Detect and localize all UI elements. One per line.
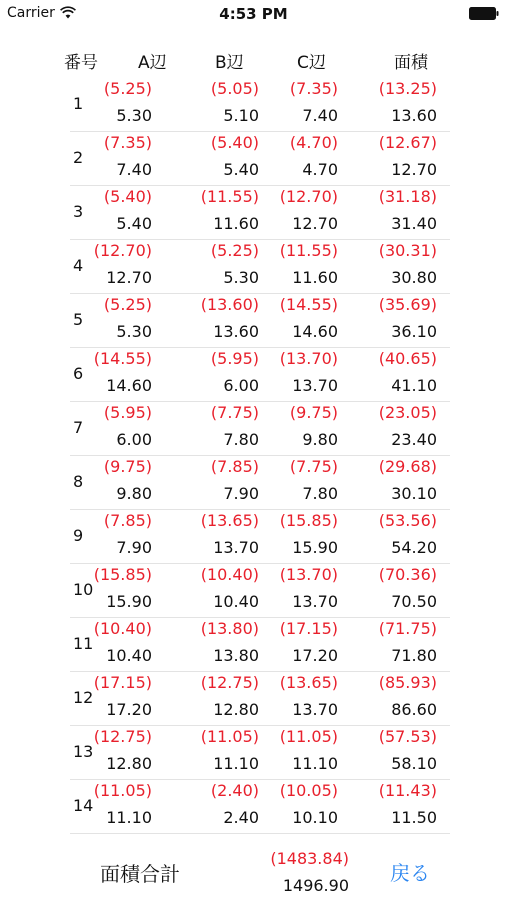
table-row[interactable] xyxy=(0,132,507,186)
side-a-actual: 5.30 xyxy=(116,106,152,125)
area-estimate: (53.56) xyxy=(378,511,437,530)
area-actual: 31.40 xyxy=(391,214,437,233)
side-a-estimate: (14.55) xyxy=(93,349,152,368)
side-c-actual: 7.80 xyxy=(302,484,338,503)
area-estimate: (70.36) xyxy=(378,565,437,584)
area-actual: 11.50 xyxy=(391,808,437,827)
side-c-actual: 9.80 xyxy=(302,430,338,449)
total-area-estimate: (1483.84) xyxy=(270,849,349,868)
side-a-estimate: (5.40) xyxy=(103,187,152,206)
side-c-actual: 13.70 xyxy=(292,376,338,395)
footer xyxy=(0,838,507,900)
side-b-estimate: (13.80) xyxy=(200,619,259,638)
area-estimate: (23.05) xyxy=(378,403,437,422)
area-estimate: (71.75) xyxy=(378,619,437,638)
table-row[interactable] xyxy=(0,456,507,510)
clock: 4:53 PM xyxy=(219,5,288,23)
side-a-estimate: (5.25) xyxy=(103,295,152,314)
header-side-c: C辺 xyxy=(297,53,326,73)
side-b-actual: 13.80 xyxy=(213,646,259,665)
side-c-actual: 13.70 xyxy=(292,700,338,719)
area-estimate: (57.53) xyxy=(378,727,437,746)
side-b-actual: 5.40 xyxy=(223,160,259,179)
table-row[interactable] xyxy=(0,780,507,834)
side-b-actual: 12.80 xyxy=(213,700,259,719)
side-a-estimate: (5.95) xyxy=(103,403,152,422)
area-estimate: (11.43) xyxy=(378,781,437,800)
side-a-actual: 6.00 xyxy=(116,430,152,449)
side-b-actual: 13.70 xyxy=(213,538,259,557)
side-a-actual: 9.80 xyxy=(116,484,152,503)
side-b-estimate: (13.60) xyxy=(200,295,259,314)
side-a-actual: 17.20 xyxy=(106,700,152,719)
row-number: 6 xyxy=(73,364,84,383)
table-row[interactable] xyxy=(0,348,507,402)
row-number: 3 xyxy=(73,202,84,221)
side-a-actual: 7.40 xyxy=(116,160,152,179)
side-b-actual: 11.60 xyxy=(213,214,259,233)
side-c-estimate: (12.70) xyxy=(279,187,338,206)
total-area-actual: 1496.90 xyxy=(282,876,349,895)
side-b-actual: 7.80 xyxy=(223,430,259,449)
side-b-actual: 6.00 xyxy=(223,376,259,395)
status-bar xyxy=(0,0,507,28)
table-row[interactable] xyxy=(0,618,507,672)
area-estimate: (40.65) xyxy=(378,349,437,368)
side-a-estimate: (15.85) xyxy=(93,565,152,584)
side-c-actual: 14.60 xyxy=(292,322,338,341)
row-number: 4 xyxy=(73,256,84,275)
measurement-table[interactable] xyxy=(0,78,507,835)
side-c-estimate: (10.05) xyxy=(279,781,338,800)
side-b-actual: 11.10 xyxy=(213,754,259,773)
table-row[interactable] xyxy=(0,294,507,348)
row-number: 13 xyxy=(73,742,94,761)
table-row[interactable] xyxy=(0,186,507,240)
side-b-actual: 2.40 xyxy=(223,808,259,827)
area-estimate: (29.68) xyxy=(378,457,437,476)
row-number: 10 xyxy=(73,580,94,599)
side-c-estimate: (7.75) xyxy=(289,457,338,476)
table-row[interactable] xyxy=(0,510,507,564)
row-number: 8 xyxy=(73,472,84,491)
side-c-actual: 4.70 xyxy=(302,160,338,179)
side-c-actual: 15.90 xyxy=(292,538,338,557)
row-number: 1 xyxy=(73,94,84,113)
side-c-actual: 11.60 xyxy=(292,268,338,287)
side-a-estimate: (11.05) xyxy=(93,781,152,800)
total-area-label: 面積合計 xyxy=(100,862,180,886)
side-c-estimate: (11.05) xyxy=(279,727,338,746)
row-number: 9 xyxy=(73,526,84,545)
area-actual: 23.40 xyxy=(391,430,437,449)
area-actual: 30.10 xyxy=(391,484,437,503)
area-actual: 58.10 xyxy=(391,754,437,773)
side-b-estimate: (2.40) xyxy=(210,781,259,800)
side-c-estimate: (13.65) xyxy=(279,673,338,692)
header-side-a: A辺 xyxy=(138,53,167,73)
area-actual: 71.80 xyxy=(391,646,437,665)
table-row[interactable] xyxy=(0,78,507,132)
row-number: 2 xyxy=(73,148,84,167)
side-c-estimate: (13.70) xyxy=(279,349,338,368)
side-c-actual: 11.10 xyxy=(292,754,338,773)
side-a-estimate: (5.25) xyxy=(103,79,152,98)
side-c-actual: 17.20 xyxy=(292,646,338,665)
row-number: 12 xyxy=(73,688,94,707)
side-b-estimate: (5.25) xyxy=(210,241,259,260)
side-b-estimate: (5.05) xyxy=(210,79,259,98)
side-a-estimate: (17.15) xyxy=(93,673,152,692)
side-b-estimate: (11.55) xyxy=(200,187,259,206)
area-estimate: (31.18) xyxy=(378,187,437,206)
side-a-estimate: (12.70) xyxy=(93,241,152,260)
area-actual: 54.20 xyxy=(391,538,437,557)
area-actual: 41.10 xyxy=(391,376,437,395)
battery-icon xyxy=(469,7,499,20)
row-number: 7 xyxy=(73,418,84,437)
side-a-estimate: (12.75) xyxy=(93,727,152,746)
area-actual: 86.60 xyxy=(391,700,437,719)
table-row[interactable] xyxy=(0,726,507,780)
side-a-actual: 12.70 xyxy=(106,268,152,287)
side-a-actual: 7.90 xyxy=(116,538,152,557)
area-actual: 12.70 xyxy=(391,160,437,179)
header-area: 面積 xyxy=(394,53,428,73)
side-a-actual: 14.60 xyxy=(106,376,152,395)
row-number: 11 xyxy=(73,634,94,653)
table-row[interactable] xyxy=(0,240,507,294)
side-b-estimate: (7.85) xyxy=(210,457,259,476)
side-c-estimate: (17.15) xyxy=(279,619,338,638)
side-b-estimate: (11.05) xyxy=(200,727,259,746)
header-number: 番号 xyxy=(64,53,98,73)
area-estimate: (85.93) xyxy=(378,673,437,692)
row-number: 5 xyxy=(73,310,84,329)
side-b-estimate: (5.40) xyxy=(210,133,259,152)
side-a-actual: 11.10 xyxy=(106,808,152,827)
side-c-estimate: (7.35) xyxy=(289,79,338,98)
side-c-actual: 13.70 xyxy=(292,592,338,611)
area-actual: 70.50 xyxy=(391,592,437,611)
side-b-actual: 13.60 xyxy=(213,322,259,341)
side-c-actual: 10.10 xyxy=(292,808,338,827)
area-actual: 13.60 xyxy=(391,106,437,125)
table-row[interactable] xyxy=(0,564,507,618)
side-b-estimate: (12.75) xyxy=(200,673,259,692)
table-row[interactable] xyxy=(0,402,507,456)
side-b-actual: 5.30 xyxy=(223,268,259,287)
area-estimate: (13.25) xyxy=(378,79,437,98)
side-c-estimate: (9.75) xyxy=(289,403,338,422)
side-b-estimate: (7.75) xyxy=(210,403,259,422)
side-a-estimate: (10.40) xyxy=(93,619,152,638)
side-b-actual: 10.40 xyxy=(213,592,259,611)
side-a-estimate: (9.75) xyxy=(103,457,152,476)
side-a-actual: 15.90 xyxy=(106,592,152,611)
carrier-name: Carrier xyxy=(7,5,55,21)
side-a-actual: 5.30 xyxy=(116,322,152,341)
side-a-estimate: (7.35) xyxy=(103,133,152,152)
side-b-estimate: (13.65) xyxy=(200,511,259,530)
area-estimate: (35.69) xyxy=(378,295,437,314)
area-actual: 36.10 xyxy=(391,322,437,341)
side-c-estimate: (13.70) xyxy=(279,565,338,584)
side-c-estimate: (11.55) xyxy=(279,241,338,260)
side-c-estimate: (14.55) xyxy=(279,295,338,314)
side-c-actual: 12.70 xyxy=(292,214,338,233)
back-button[interactable]: 戻る xyxy=(390,861,430,885)
side-c-actual: 7.40 xyxy=(302,106,338,125)
header-side-b: B辺 xyxy=(215,53,244,73)
side-b-actual: 7.90 xyxy=(223,484,259,503)
side-b-estimate: (5.95) xyxy=(210,349,259,368)
side-a-actual: 12.80 xyxy=(106,754,152,773)
area-actual: 30.80 xyxy=(391,268,437,287)
side-b-estimate: (10.40) xyxy=(200,565,259,584)
side-a-estimate: (7.85) xyxy=(103,511,152,530)
side-a-actual: 5.40 xyxy=(116,214,152,233)
side-c-estimate: (15.85) xyxy=(279,511,338,530)
side-b-actual: 5.10 xyxy=(223,106,259,125)
table-header xyxy=(0,48,507,72)
area-estimate: (30.31) xyxy=(378,241,437,260)
side-a-actual: 10.40 xyxy=(106,646,152,665)
row-number: 14 xyxy=(73,796,94,815)
table-row[interactable] xyxy=(0,672,507,726)
side-c-estimate: (4.70) xyxy=(289,133,338,152)
area-estimate: (12.67) xyxy=(378,133,437,152)
